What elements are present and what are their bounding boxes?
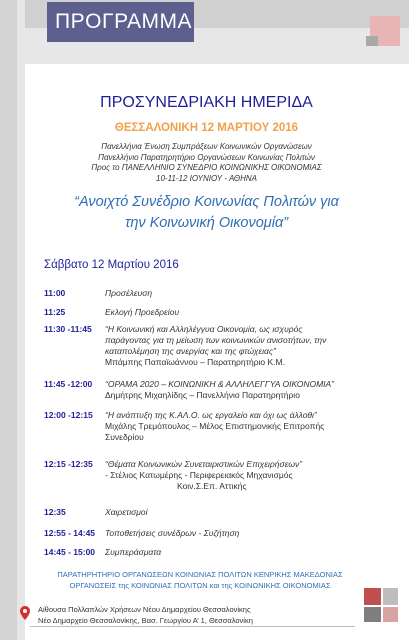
schedule-description [105, 547, 367, 558]
venue [38, 604, 253, 626]
schedule-description [105, 507, 367, 518]
left-decor-bar [0, 0, 17, 640]
schedule-line: Συνεδρίου [105, 432, 144, 442]
schedule-line: Τοποθετήσεις συνέδρων - Συζήτηση [105, 528, 240, 538]
schedule-description [105, 459, 367, 492]
schedule-time: 12:00 -12:15 [44, 410, 93, 420]
schedule-line: “Η ανάπτυξη της Κ.ΑΛ.Ο. ως εργαλείο και όχι ως άλλοθι” [105, 410, 317, 420]
schedule-line: Δημήτρης Μιχαηλίδης – Πανελλήνιο Παρατηρητήριο [105, 390, 300, 400]
schedule-description [105, 528, 367, 539]
schedule-line: Συμπεράσματα [105, 547, 162, 557]
schedule-line: - Στέλιος Κατωμέρης - Περιφερειακός Μηχανισμός [105, 470, 293, 480]
schedule-time: 12:55 - 14:45 [44, 528, 96, 538]
schedule-line: Χαιρετισμοί [105, 507, 148, 517]
schedule-time: 11:00 [44, 288, 66, 298]
schedule-line: “ΟΡΑΜΑ 2020 – ΚΟΙΝΩΝΙΚΗ & ΑΛΛΗΛΕΓΓΥΑ ΟΙΚΟΝΟΜΙΑ” [105, 379, 335, 389]
schedule-line: Μιχάλης Τρεμόπουλος – Μέλος Επιστημονικής Επιτροπής [105, 421, 325, 431]
schedule-description [105, 307, 367, 318]
decor-square-dark [364, 607, 381, 622]
conference-title: ΠΡΟΣΥΝΕΔΡΙΑΚΗ ΗΜΕΡΙΔΑ [100, 94, 313, 111]
schedule-time: 12:35 [44, 507, 66, 517]
footer-line: ΠΑΡΑΤΗΡΗΤΗΡΙΟ ΟΡΓΑΝΩΣΕΩΝ ΚΟΙΝΩΝΙΑΣ ΠΟΛΙΤΩΝ ΚΕΝΡΙΚΗΣ ΜΑΚΕΔΟΝΙΑΣ [57, 570, 343, 579]
program-title: ΠΡΟΓΡΑΜΜΑ [47, 2, 194, 42]
schedule-time: 11:30 -11:45 [44, 324, 92, 334]
schedule-time: 14:45 - 15:00 [44, 547, 96, 557]
schedule-line: “Θέματα Κοινωνικών Συνεταιριστικών Επιχειρήσεων” [105, 459, 303, 469]
venue-line: Αίθουσα Πολλαπλών Χρήσεων Νέου Δημαρχείου Θεσσαλονίκης [38, 605, 251, 614]
organizer-line: 10-11-12 ΙΟΥΝΙΟΥ - ΑΘΗΝΑ [156, 173, 257, 183]
schedule-description [105, 379, 367, 401]
decor-square-red [364, 588, 381, 605]
quote-line: την Κοινωνική Οικονομία” [124, 215, 289, 231]
footer-line: ΟΡΓΑΝΩΣΕΙΣ της ΚΟΙΝΩΝΙΑΣ ΠΟΛΙΤΩΝ και της ΚΟΙΝΩΝΙΚΗΣ ΟΙΚΟΝΟΜΙΑΣ [69, 581, 331, 590]
schedule-line: Μπάμπης Παπαϊωάννου – Παρατηρητήριο Κ.Μ. [105, 357, 285, 367]
footer-organizers [30, 569, 370, 591]
organizers [44, 142, 369, 184]
decor-square-grey [383, 588, 398, 605]
conference-quote [44, 192, 369, 234]
schedule-line: παράγοντας για τη μείωση των κοινωνικών ανισοτήτων, την [105, 335, 327, 345]
schedule-line: Εκλογή Προεδρείου [105, 307, 179, 317]
schedule-line: Προσέλευση [105, 288, 153, 298]
footer-divider [30, 626, 355, 627]
location-pin-icon [20, 606, 30, 620]
schedule-description [105, 288, 367, 299]
schedule-line: “Η Κοινωνική και Αλληλέγγυα Οικονομία, ως ισχυρός [105, 324, 303, 334]
schedule-description [105, 324, 367, 368]
left-decor-bar-light [17, 0, 25, 640]
schedule-time: 11:25 [44, 307, 66, 317]
schedule-description [105, 410, 367, 443]
organizer-line: Πανελλήνια Ένωση Συμπράξεων Κοινωνικών Οργανώσεων [101, 142, 312, 151]
organizer-line: Προς το ΠΑΝΕΛΛΗΝΙΟ ΣΥΝΕΔΡΙΟ ΚΟΙΝΩΝΙΚΗΣ ΟΙΚΟΝΟΜΙΑΣ [91, 163, 322, 172]
venue-line: Νέο Δημαρχείο Θεσσαλονίκης, Βασ. Γεωργίου Α’ 1, Θεσσαλονίκη [38, 616, 253, 625]
decor-square-pink [383, 607, 398, 622]
event-day: Σάββατο 12 Μαρτίου 2016 [44, 259, 179, 271]
schedule-time: 12:15 -12:35 [44, 459, 93, 469]
organizer-line: Πανελλήνιο Παρατηρητήριο Οργανώσεων Κοινωνίας Πολιτών [98, 152, 315, 162]
schedule-line: Κοιν.Σ.Επ. Αττικής [177, 481, 247, 491]
schedule-time: 11:45 -12:00 [44, 379, 93, 389]
conference-date: ΘΕΣΣΑΛΟΝΙΚΗ 12 ΜΑΡΤΙΟΥ 2016 [114, 122, 299, 134]
quote-line: “Ανοιχτό Συνέδριο Κοινωνίας Πολιτών για [74, 194, 339, 210]
decor-square-grey [366, 36, 378, 46]
schedule-line: καταπολέμηση της ανεργίας και της φτώχειας” [105, 346, 276, 356]
